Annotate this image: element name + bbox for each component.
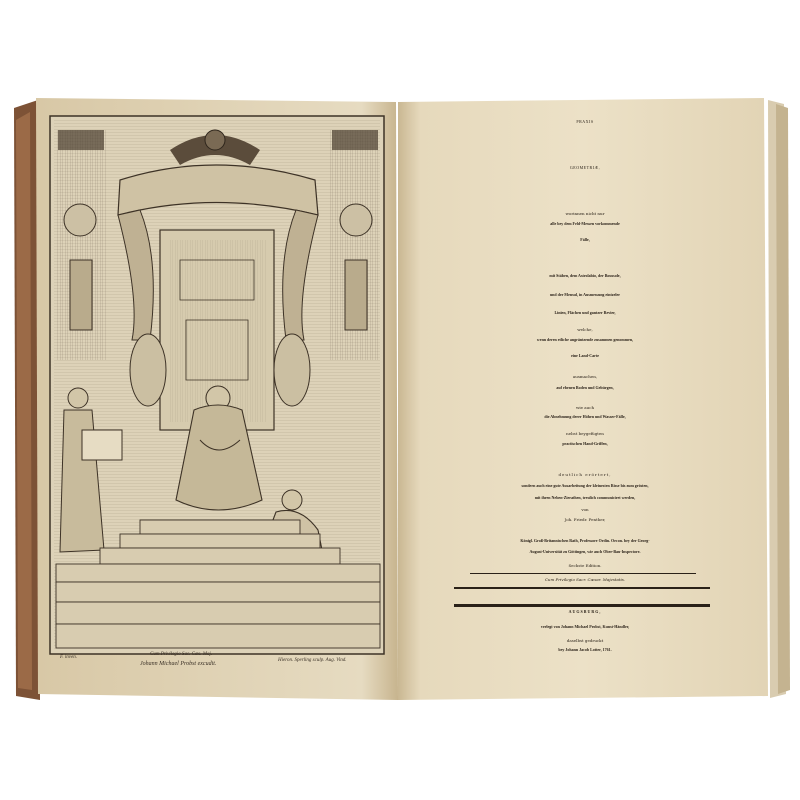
title-line16: nebst beygefügten [566, 431, 604, 436]
title-line7: und der Mensul, in Ausmessung eintzeler [549, 292, 621, 297]
plate-caption-left: F. inven. [60, 655, 77, 660]
frontispiece-page [36, 98, 398, 700]
title-line21: von [581, 507, 589, 512]
title-line9: welche, [577, 327, 593, 332]
title-line17: practischen Hand-Griffen, [562, 441, 608, 446]
title-line4: alle bey dem Feld-Messen vorkommende [550, 221, 620, 226]
imprint-publisher: verlegt von Johann Michael Probst, Kunst-Händler, [540, 624, 630, 629]
imprint-printed: daselbst gedruckt [566, 638, 604, 643]
author-title-line2: August-Universität zu Göttingen, wie auch Ober-Bau-Inspectore. [529, 549, 641, 554]
author-name: Joh. Friedr. Penther, [564, 517, 606, 522]
author-title-line1: Königl. Groß-Britannischen Rath, Professore Ordin. Oecon. bey der Georg- [520, 538, 650, 543]
title-line13: auf ebenen Boden und Gebürgen, [556, 385, 614, 390]
plate-caption-publisher: Johann Michael Probst excudit. [140, 661, 217, 667]
privilege: Cum Privilegio Sacr. Cæsar. Majestatis. [544, 577, 626, 582]
title-line18: deutlich erörtert, [558, 472, 612, 477]
title-line11: eine Land-Carte [570, 353, 600, 358]
plate-caption-privilege: Cum Privilegio Sac. Cæs. Maj. [150, 652, 213, 657]
title-line15: die Abnehmung derer Höhen und Wasser-Fälle, [544, 414, 626, 419]
book-title-line2: GEOMETRIÆ, [569, 165, 601, 170]
title-line10: wenn deren etliche angräntzende zusammen genommen, [536, 337, 634, 342]
title-page [404, 108, 766, 688]
title-line19: sondern auch eine gute Ausarbeitung der kleinesten Risse bis zum grösten, [521, 483, 649, 488]
title-line3: worinnen nicht nur [565, 211, 605, 216]
imprint-city: AUGSBURG, [568, 609, 602, 614]
edition: Sechste Edition. [568, 563, 602, 568]
title-line5: Fälle, [580, 237, 590, 242]
title-line20: mit ihren Neben-Zierathen, treulich communiciret werden, [534, 495, 636, 500]
title-line8: Linien, Flächen und gantzer Revier, [554, 310, 616, 315]
book-title-line1: PRAXIS [576, 119, 594, 124]
plate-caption-engraver: Hieron. Sperling sculp. Aug. Vind. [278, 658, 347, 663]
title-line14: wie auch [575, 405, 595, 410]
title-line6: mit Stäben, dem Astrolabio, der Boussole, [549, 273, 621, 278]
title-line12: ausmachen, [572, 374, 598, 379]
imprint-printer: bey Johann Jacob Lotter, 1761. [558, 647, 612, 652]
